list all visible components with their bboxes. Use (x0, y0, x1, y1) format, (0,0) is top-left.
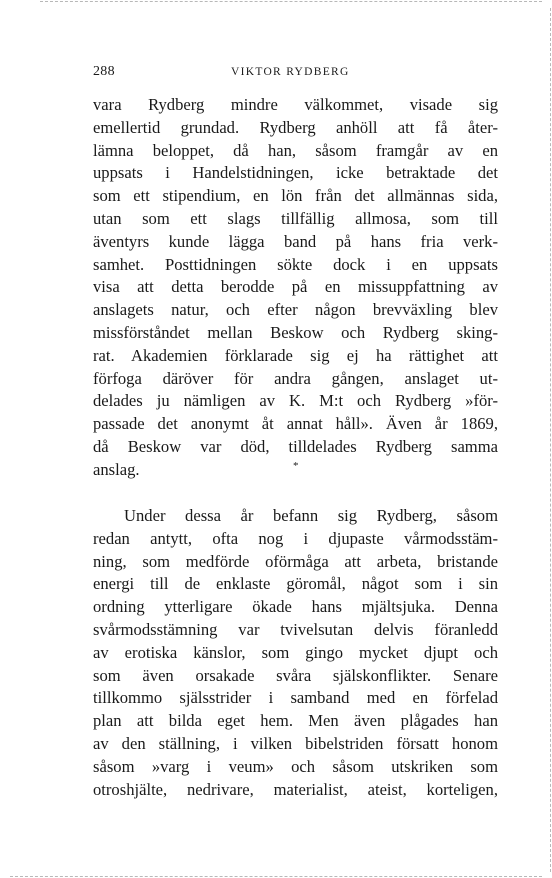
text-line: anslagets natur, och efter någon brevväxling blev (93, 300, 498, 320)
text-line: delades ju nämligen av K. M:t och Rydberg »för- (93, 391, 498, 411)
text-line: av den ställning, i vilken bibelstriden försatt honom (93, 733, 498, 753)
text-line: då Beskow var död, tilldelades Rydberg samma (93, 436, 498, 456)
paragraph-2 (93, 505, 498, 801)
text-line: ordning ytterligare ökade hans mjältsjuka. Denna (93, 597, 498, 617)
text-line: svårmodsstämning var tvivelsutan delvis föranledd (93, 619, 498, 639)
text-line: förfoga däröver för andra gången, anslaget ut- (93, 368, 498, 388)
text-line: rat. Akademien förklarade sig ej ha rättighet att (93, 345, 498, 365)
text-line: otroshjälte, nedrivare, materialist, ateist, korteligen, (93, 779, 498, 799)
text-line: äventyrs kunde lägga band på hans fria verk- (93, 231, 498, 251)
text-line: som även orsakade svåra själskonflikter. Senare (93, 665, 498, 685)
text-line: vara Rydberg mindre välkommet, visade sig (93, 95, 498, 114)
text-line: ning, som medförde oförmåga att arbeta, bristande (93, 551, 498, 571)
text-line: anslag. (93, 459, 140, 479)
text-line: energi till de enklaste göromål, något som i sin (93, 574, 498, 594)
text-line: missförståndet mellan Beskow och Rydberg sking- (93, 322, 498, 342)
section-separator: * (293, 460, 299, 472)
scan-edge-top (40, 1, 542, 2)
text-line: samhet. Posttidningen sökte dock i en uppsats (93, 254, 498, 274)
text-line: redan antytt, ofta nog i djupaste vårmodsstäm- (93, 528, 498, 548)
text-line: av erotiska känslor, som gingo mycket djupt och (93, 642, 498, 662)
page-header (93, 64, 497, 84)
running-title: VIKTOR RYDBERG (231, 66, 350, 78)
page-number: 288 (93, 64, 115, 79)
text-line: uppsats i Handelstidningen, icke betraktade det (93, 163, 498, 183)
text-line: som ett stipendium, en lön från det allmännas sida, (93, 186, 498, 206)
scan-edge-right (550, 8, 551, 872)
text-line: lämna beloppet, då han, såsom framgår av en (93, 140, 498, 160)
text-line: passade det anonymt åt annat håll». Även år 1869, (93, 414, 498, 434)
text-line: tillkommo själsstrider i samband med en förfelad (93, 688, 498, 708)
paragraph-1 (93, 94, 498, 482)
text-line: utan som ett slags tillfällig allmosa, som till (93, 208, 498, 228)
scan-edge-bottom (10, 876, 542, 877)
text-line: plan att bilda eget hem. Men även plågades han (93, 711, 498, 731)
text-line: visa att detta berodde på en missuppfattning av (93, 277, 498, 297)
text-line: såsom »varg i veum» och såsom utskriken som (93, 756, 498, 776)
text-line: Under dessa år befann sig Rydberg, såsom (124, 506, 498, 525)
text-line: emellertid grundad. Rydberg anhöll att få åter- (93, 117, 498, 137)
